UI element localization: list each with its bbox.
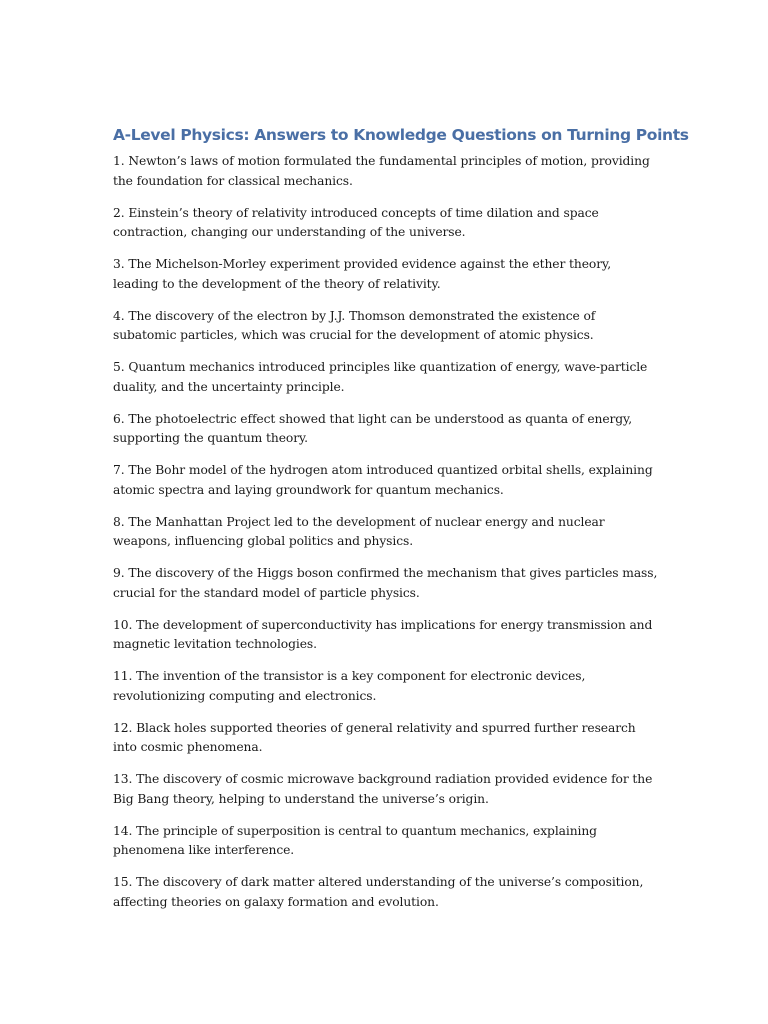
answer-item: 11. The invention of the transistor is a key component for electronic devices, revolutionizing computing and electronics. <box>113 669 586 703</box>
answer-item: 9. The discovery of the Higgs boson confirmed the mechanism that gives particles mass, crucial for the standard model of particle physics. <box>113 566 658 600</box>
document-title: A-Level Physics: Answers to Knowledge Questions on Turning Points <box>113 126 689 144</box>
answer-item: 10. The development of superconductivity has implications for energy transmission and magnetic levitation technologies. <box>113 617 653 651</box>
document-body <box>113 124 689 925</box>
answer-item: 3. The Michelson-Morley experiment provided evidence against the ether theory, leading to the development of the theory of relativity. <box>113 257 611 291</box>
answer-item: 13. The discovery of cosmic microwave background radiation provided evidence for the Big Bang theory, helping to understand the universe’s origin. <box>113 772 653 806</box>
answer-item: 14. The principle of superposition is central to quantum mechanics, explaining phenomena like interference. <box>113 823 597 857</box>
answer-item: 7. The Bohr model of the hydrogen atom introduced quantized orbital shells, explaining atomic spectra and laying groundwork for quantum mechanics. <box>113 463 653 497</box>
answer-item: 1. Newton’s laws of motion formulated the fundamental principles of motion, providing the foundation for classical mechanics. <box>113 154 650 188</box>
answer-item: 2. Einstein’s theory of relativity introduced concepts of time dilation and space contraction, changing our understanding of the universe. <box>113 205 599 239</box>
answer-item: 5. Quantum mechanics introduced principles like quantization of energy, wave-particle duality, and the uncertainty principle. <box>113 360 648 394</box>
answer-item: 8. The Manhattan Project led to the development of nuclear energy and nuclear weapons, influencing global politics and physics. <box>113 514 605 548</box>
answer-item: 15. The discovery of dark matter altered understanding of the universe’s composition, affecting theories on galaxy formation and evolution. <box>113 875 644 909</box>
answer-item: 6. The photoelectric effect showed that light can be understood as quanta of energy, supporting the quantum theory. <box>113 411 633 445</box>
answer-item: 4. The discovery of the electron by J.J. Thomson demonstrated the existence of subatomic particles, which was crucial for the development of atomic physics. <box>113 308 596 342</box>
answers-list <box>113 152 658 912</box>
answer-item: 12. Black holes supported theories of general relativity and spurred further research into cosmic phenomena. <box>113 720 636 754</box>
